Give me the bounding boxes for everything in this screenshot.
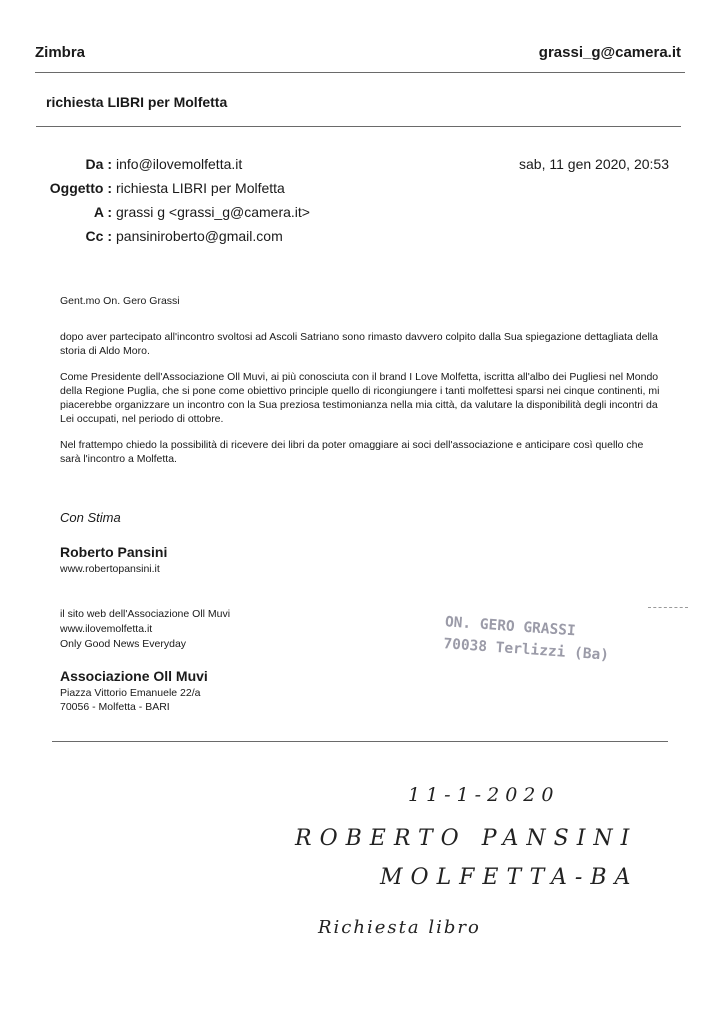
stamp: [443, 611, 612, 666]
body-paragraph-2: Come Presidente dell'Associazione Oll Muvi, ai più conosciuta con il brand I Love Molfetta, iscritta all'albo dei Pugliesi nel Mondo della Regione Puglia, che si pone come obiettivo principle quello di ricongiungere i tanti molfettesi sparsi nei cinque continenti, mi piacerebbe organizzare un incontro con la Sua preziosa testimonianza nella mia città, da valutare la disponibilità degli incontri da Lei occupati, nel periodo di ottobre.: [60, 371, 660, 425]
association-address: [60, 686, 200, 714]
meta-value-cc: pansiniroberto@gmail.com: [116, 228, 283, 244]
handwritten-city: MOLFETTA-BA: [380, 865, 639, 890]
meta-key-cc: Cc :: [85, 228, 112, 244]
footer-divider: [52, 741, 668, 742]
stamp-line-1: ON. GERO GRASSI: [444, 614, 577, 640]
title-divider: [36, 126, 681, 127]
association-info: [60, 607, 230, 652]
email-title: richiesta LIBRI per Molfetta: [46, 94, 228, 110]
address-city: 70056 - Molfetta - BARI: [60, 701, 170, 713]
closing: Con Stima: [60, 510, 121, 525]
meta-value-from: info@ilovemolfetta.it: [116, 156, 243, 172]
meta-cc: [36, 224, 310, 248]
meta-subject: [36, 176, 310, 200]
meta-to: [36, 200, 310, 224]
header-divider: [35, 72, 685, 73]
handwritten-name: ROBERTO PANSINI: [295, 826, 638, 851]
meta-value-to: grassi g <grassi_g@camera.it>: [116, 204, 310, 220]
handwritten-date: 11-1-2020: [408, 784, 560, 806]
meta-key-subject: Oggetto :: [49, 180, 112, 196]
greeting: Gent.mo On. Gero Grassi: [60, 295, 180, 307]
account-email: grassi_g@camera.it: [538, 44, 681, 61]
email-body: [60, 294, 660, 478]
handwritten-note: Richiesta libro: [318, 917, 481, 938]
address-street: Piazza Vittorio Emanuele 22/a: [60, 687, 201, 699]
meta-key-from: Da :: [85, 156, 112, 172]
meta-value-subject: richiesta LIBRI per Molfetta: [116, 180, 285, 196]
faint-mark: [648, 607, 688, 608]
email-meta: [36, 152, 310, 248]
signature-website: www.robertopansini.it: [60, 563, 160, 575]
signature-name: Roberto Pansini: [60, 544, 168, 560]
association-info-line: il sito web dell'Associazione Oll Muvi: [60, 608, 231, 620]
meta-key-to: A :: [93, 204, 112, 220]
association-name: Associazione Oll Muvi: [60, 668, 208, 684]
meta-from: [36, 152, 310, 176]
body-paragraph-1: dopo aver partecipato all'incontro svoltosi ad Ascoli Satriano sono rimasto davvero colpito dalla Sua spiegazione dettagliata della storia di Aldo Moro.: [60, 331, 658, 357]
stamp-line-2: 70038 Terlizzi (Ba): [442, 636, 610, 664]
body-paragraph-3: Nel frattempo chiedo la possibilità di ricevere dei libri da poter omaggiare ai soci dell'associazione e anticipare così quello che sarà l'incontro a Molfetta.: [60, 439, 644, 465]
association-website: www.ilovemolfetta.it: [60, 623, 153, 635]
email-date: sab, 11 gen 2020, 20:53: [519, 156, 669, 172]
app-name: Zimbra: [35, 44, 86, 61]
association-slogan: Only Good News Everyday: [60, 638, 187, 650]
